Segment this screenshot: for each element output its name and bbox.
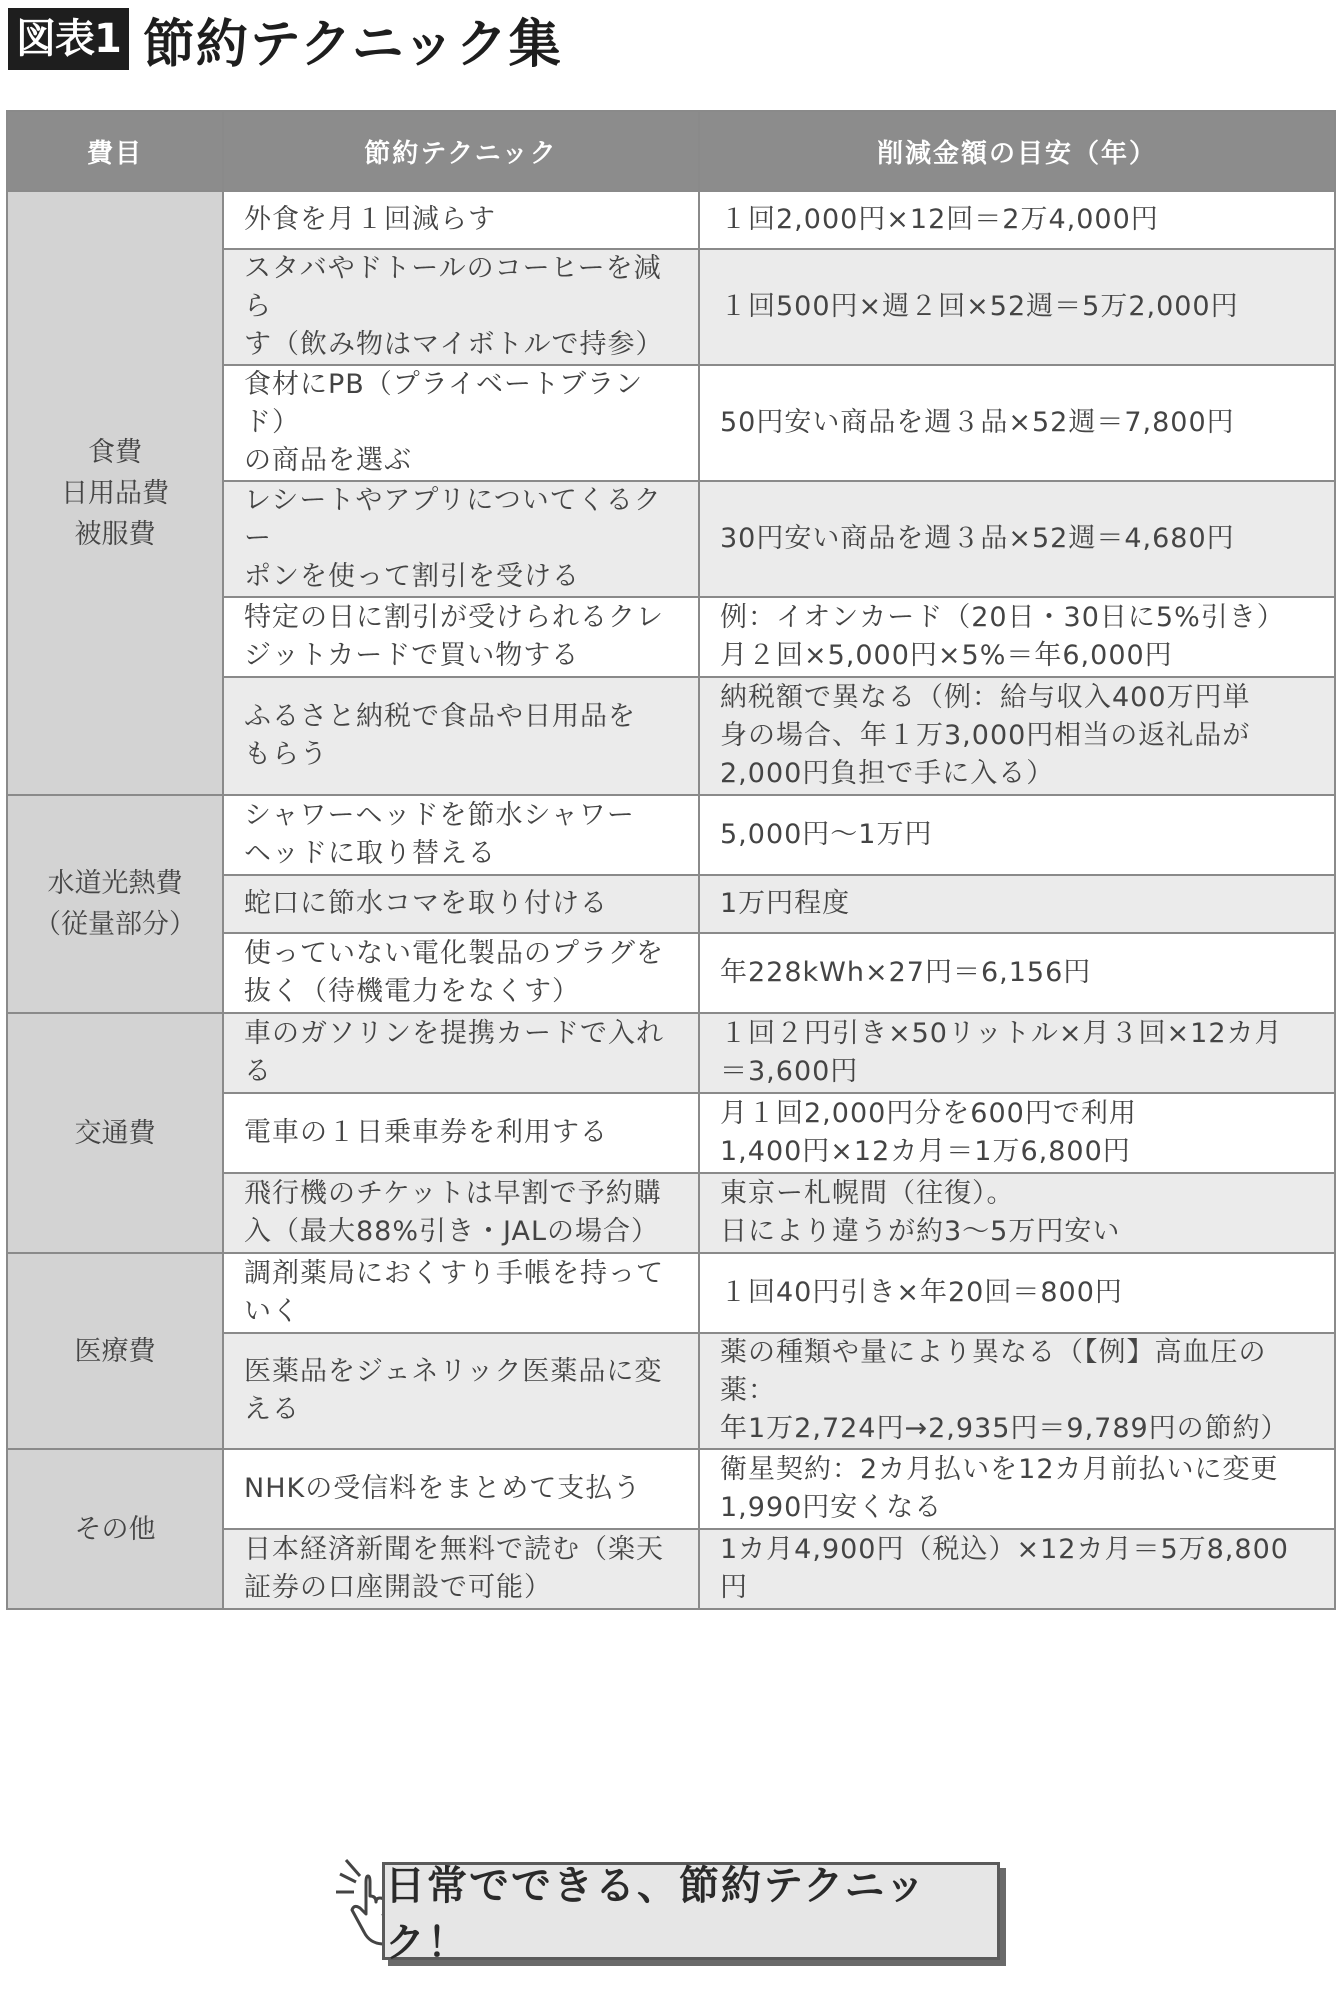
technique-cell [223,677,699,795]
technique-line: 使っていない電化製品のプラグを [244,938,664,969]
technique-line: 抜く（待機電力をなくす） [244,976,580,1007]
technique-line: の商品を選ぶ [244,445,412,476]
amount-cell [699,597,1335,677]
technique-line: 電車の１日乗車券を利用する [244,1117,608,1148]
technique-cell [223,1529,699,1609]
technique-line: 蛇口に節水コマを取り付ける [244,888,608,919]
category-cell [7,1253,223,1449]
technique-line: スタバやドトールのコーヒーを減ら [244,253,662,322]
amount-line: 納税額で異なる（例：給与収入400万円単 [720,682,1251,713]
technique-line: ジットカードで買い物する [244,640,580,671]
table-row [7,1013,1335,1093]
technique-cell [223,795,699,875]
technique-line: もらう [244,739,328,770]
technique-cell [223,933,699,1013]
amount-cell [699,1333,1335,1449]
category-line: 日用品費 [61,477,169,509]
table-row [7,795,1335,875]
technique-line: NHKの受信料をまとめて支払う [244,1473,642,1504]
amount-line: ＝3,600円 [720,1056,859,1087]
amount-cell [699,1173,1335,1253]
technique-line: ふるさと納税で食品や日用品を [244,701,636,732]
category-cell [7,795,223,1013]
amount-cell [699,875,1335,933]
category-line: 水道光熱費 [47,868,183,899]
technique-line: レシートやアプリについてくるクー [244,485,662,554]
amount-line: 1万円程度 [720,888,851,919]
amount-line: 月１回2,000円分を600円で利用 [720,1098,1137,1129]
amount-line: １回40円引き×年20回＝800円 [720,1277,1123,1308]
category-cell [7,1449,223,1609]
amount-line: 50円安い商品を週３品×52週＝7,800円 [720,407,1235,438]
amount-cell [699,1093,1335,1173]
technique-line: 日本経済新聞を無料で読む（楽天 [244,1534,664,1565]
amount-cell [699,365,1335,481]
amount-cell [699,1449,1335,1529]
footer-banner-area [330,1852,1010,1966]
amount-line: １回２円引き×50リットル×月３回×12カ月 [720,1018,1283,1049]
amount-cell [699,249,1335,365]
technique-cell [223,1173,699,1253]
technique-line: ポンを使って割引を受ける [244,561,580,592]
amount-line: 年228kWh×27円＝6,156円 [720,957,1092,988]
amount-cell [699,191,1335,249]
technique-cell [223,1253,699,1333]
amount-cell [699,677,1335,795]
technique-line: 入（最大88%引き・JALの場合） [244,1216,660,1247]
category-cell [7,1013,223,1253]
category-line: その他 [74,1513,156,1545]
technique-cell [223,1449,699,1529]
footer-banner: 日常でできる、節約テクニック！ [382,1862,1000,1960]
technique-cell [223,1333,699,1449]
column-header-technique: 節約テクニック [223,111,699,191]
technique-cell [223,597,699,677]
technique-line: 医薬品をジェネリック医薬品に変 [244,1356,663,1387]
technique-line: 車のガソリンを提携カードで入れる [244,1018,664,1087]
category-line: 被服費 [74,518,156,550]
amount-line: 衛星契約：2カ月払いを12カ月前払いに変更 [720,1454,1279,1485]
technique-cell [223,1013,699,1093]
table-row [7,1449,1335,1529]
amount-line: 東京ー札幌間（往復）。 [720,1178,1015,1209]
technique-line: す（飲み物はマイボトルで持参） [244,329,664,360]
amount-cell [699,1013,1335,1093]
amount-line: 5,000円〜1万円 [720,819,933,850]
amount-line: 日により違うが約3〜5万円安い [720,1216,1121,1247]
amount-line: 薬の種類や量により異なる（【例】高血圧の薬： [720,1337,1267,1406]
category-line: 医療費 [74,1335,156,1367]
amount-line: 月２回×5,000円×5%＝年6,000円 [720,640,1173,671]
technique-cell [223,365,699,481]
table-header-row [7,111,1335,191]
technique-cell [223,249,699,365]
savings-techniques-table [6,110,1336,1610]
technique-line: 外食を月１回減らす [244,204,496,235]
category-line: 食費 [88,436,142,468]
technique-cell [223,481,699,597]
amount-cell [699,1253,1335,1333]
amount-line: １回500円×週２回×52週＝5万2,000円 [720,291,1239,322]
column-header-category: 費目 [7,111,223,191]
amount-line: 1カ月4,900円（税込）×12カ月＝5万8,800円 [720,1534,1289,1603]
category-cell [7,191,223,795]
category-line: 交通費 [74,1117,156,1149]
technique-line: ヘッドに取り替える [244,838,496,869]
amount-cell [699,1529,1335,1609]
amount-cell [699,933,1335,1013]
amount-line: １回2,000円×12回＝2万4,000円 [720,204,1159,235]
technique-cell [223,875,699,933]
amount-cell [699,795,1335,875]
amount-cell [699,481,1335,597]
column-header-amount: 削減金額の目安（年） [699,111,1335,191]
technique-line: いく [244,1296,300,1327]
amount-line: 1,990円安くなる [720,1492,943,1523]
figure-label: 図表1 [8,8,129,70]
amount-line: 30円安い商品を週３品×52週＝4,680円 [720,523,1235,554]
amount-line: 例：イオンカード（20日・30日に5%引き） [720,602,1285,633]
amount-line: 身の場合、年１万3,000円相当の返礼品が [720,720,1251,751]
amount-line: 年1万2,724円→2,935円＝9,789円の節約） [720,1413,1289,1444]
technique-line: 食材にPB（プライベートブランド） [244,369,644,438]
amount-line: 1,400円×12カ月＝1万6,800円 [720,1136,1131,1167]
category-line: （従量部分） [34,909,196,940]
page-title: 節約テクニック集 [142,14,562,75]
technique-line: 証券の口座開設で可能） [244,1572,552,1603]
technique-line: 特定の日に割引が受けられるクレ [244,602,664,633]
technique-cell [223,191,699,249]
amount-line: 2,000円負担で手に入る） [720,758,1055,789]
technique-line: 調剤薬局におくすり手帳を持って [244,1258,664,1289]
technique-line: える [244,1394,300,1425]
figure-header [8,8,562,75]
table-row [7,1253,1335,1333]
table-row [7,191,1335,249]
technique-cell [223,1093,699,1173]
technique-line: シャワーヘッドを節水シャワー [244,800,635,831]
technique-line: 飛行機のチケットは早割で予約購 [244,1178,662,1209]
